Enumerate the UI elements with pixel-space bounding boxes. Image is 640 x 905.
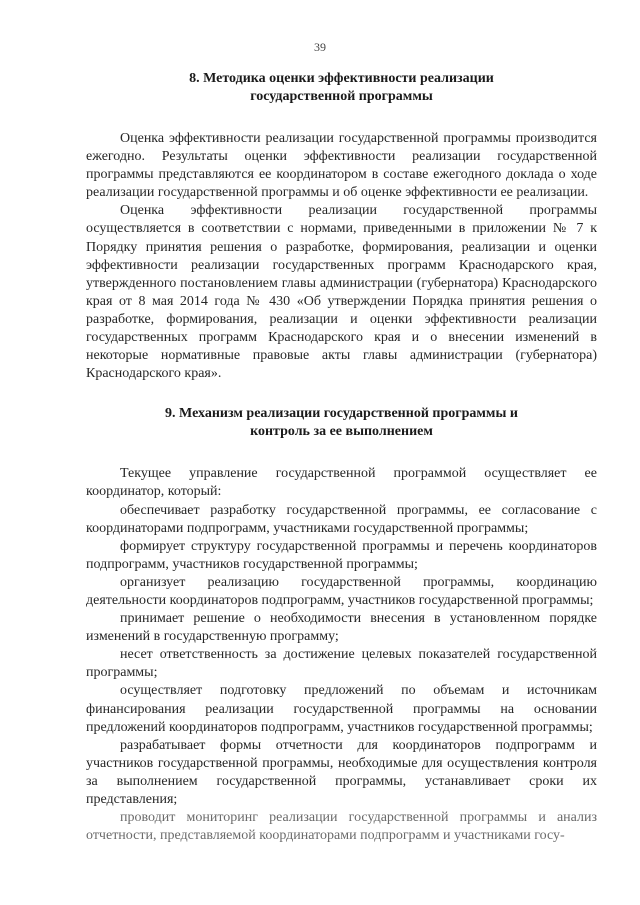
coordinator-duty-item: разрабатывает формы отчетности для координаторов подпрограмм и участников государственной программы, необходимые для осуществления контроля за выполнением государственной программы, устанавливает сроки их представления; xyxy=(86,737,597,807)
section-8-title-line-1: 8. Методика оценки эффективности реализации xyxy=(189,71,494,86)
coordinator-duty-item: несет ответственность за достижение целевых показателей государственной программы; xyxy=(86,647,597,681)
page-number: 39 xyxy=(314,40,326,54)
coordinator-duty-item: формирует структуру государственной программы и перечень координаторов подпрограмм, участников государственной программы; xyxy=(86,538,597,572)
section-8-paragraph-1: Оценка эффективности реализации государственной программы производится ежегодно. Результаты оценки эффективности реализации государственной программы представляются ее координатором в составе ежегодного доклада о ходе реализации государственной программы и об оценке эффективности ее реализации. xyxy=(86,131,597,201)
section-9-intro: Текущее управление государственной программой осуществляет ее координатор, который: xyxy=(86,466,597,500)
coordinator-duty-item: принимает решение о необходимости внесения в установленном порядке изменений в государственную программу; xyxy=(86,611,597,645)
coordinator-duty-item: обеспечивает разработку государственной программы, ее согласование с координаторами подпрограмм, участниками государственной программы; xyxy=(86,502,597,536)
coordinator-duty-item: организует реализацию государственной программы, координацию деятельности координаторов подпрограмм, участников государственной программы; xyxy=(86,574,597,608)
coordinator-duty-item: проводит мониторинг реализации государственной программы и анализ отчетности, представляемой координаторами подпрограмм и участниками госу- xyxy=(86,810,597,844)
section-9-title-line-2: контроль за ее выполнением xyxy=(250,424,433,440)
document-body xyxy=(86,70,597,845)
section-8-paragraph-2: Оценка эффективности реализации государственной программы осуществляется в соответствии с нормами, приведенными в приложении № 7 к Порядку принятия решения о разработке, формирования, реализации и оценки эффективности реализации государственных программ Краснодарского края, утвержденного постановлением главы администрации (губернатора) Краснодарского края от 8 мая 2014 года № 430 «Об утверждении Порядка принятия решения о разработке, формирования, реализации и оценки эффективности реализации государственных программ Краснодарского края и о внесении изменений в некоторые нормативные правовые акты главы администрации (губернатора) Краснодарского края». xyxy=(86,203,597,382)
section-8-title xyxy=(86,70,597,106)
section-8-title-line-2: государственной программы xyxy=(250,89,433,104)
section-9-title xyxy=(86,405,597,441)
section-9-title-line-1: 9. Механизм реализации государственной программы и xyxy=(165,406,518,422)
coordinator-duty-item: осуществляет подготовку предложений по объемам и источникам финансирования реализации государственной программы на основании предложений координаторов подпрограмм, участников государственной программы; xyxy=(86,683,597,735)
